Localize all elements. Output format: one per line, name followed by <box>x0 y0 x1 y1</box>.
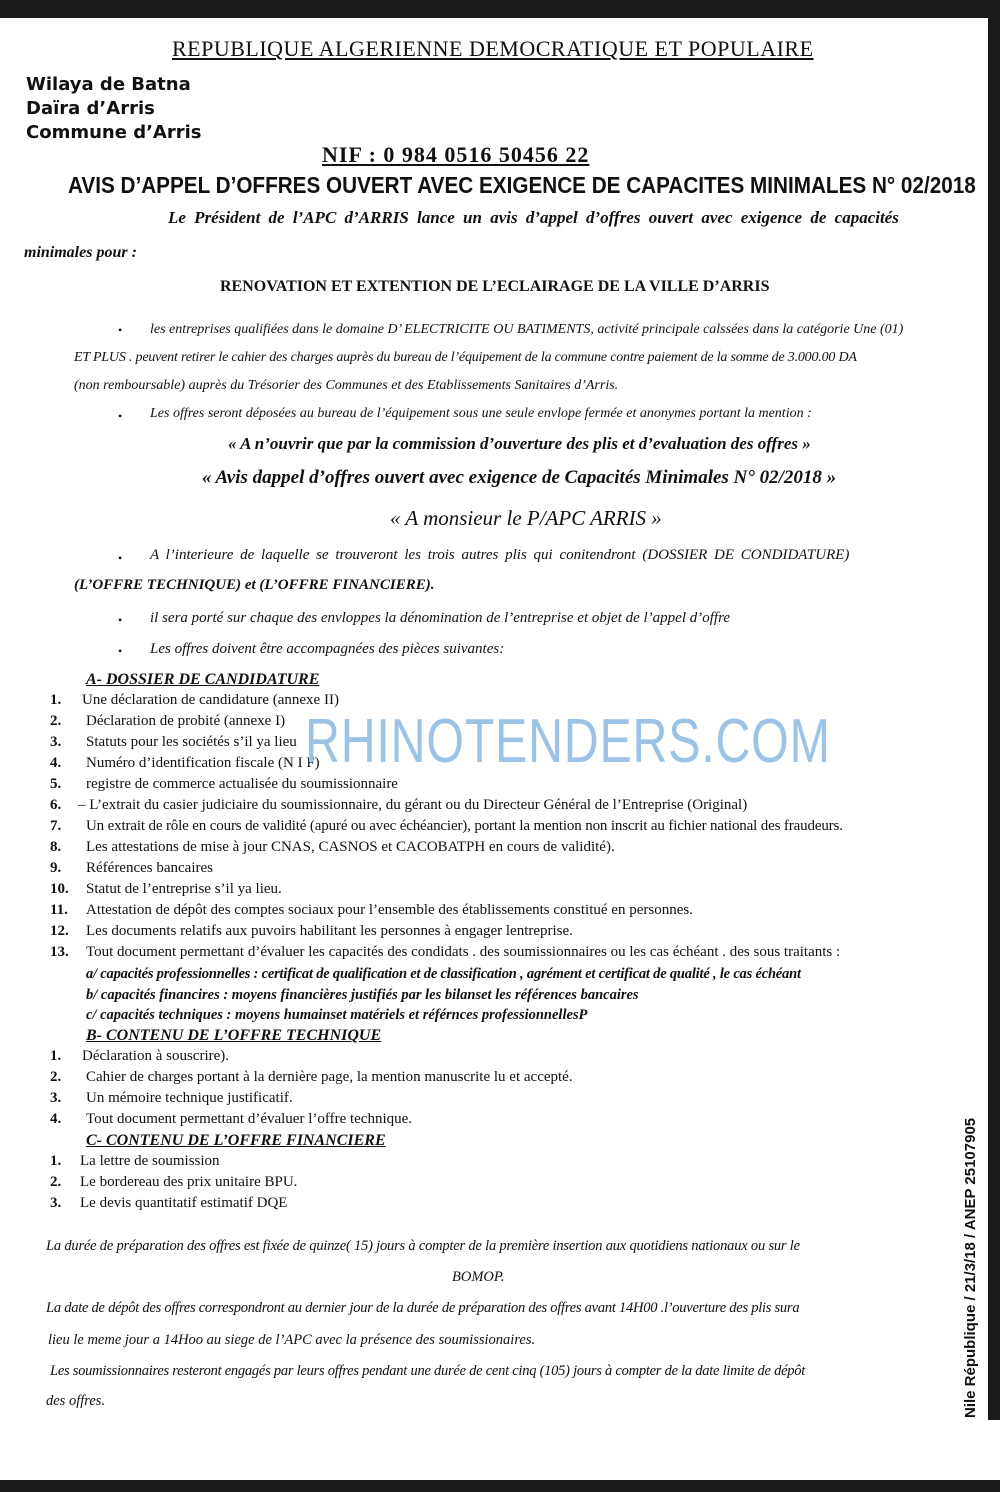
item-number: 2. <box>50 713 62 729</box>
bullet: • <box>118 551 123 565</box>
list-item: Un mémoire technique justificatif. <box>86 1090 293 1106</box>
commune-label: Commune d’Arris <box>26 122 202 143</box>
list-item: Déclaration à souscrire). <box>82 1048 230 1064</box>
footer-deposit-line-1: La date de dépôt des offres correspondront au dernier jour de la durée de préparation des offres avant 14H00 .l’ouverture des plis sura <box>46 1300 800 1316</box>
item-number: 4. <box>50 755 62 771</box>
list-item: Attestation de dépôt des comptes sociaux pour l’ensemble des établissements constitué en personnes. <box>86 902 693 918</box>
bullet: • <box>118 644 123 658</box>
intro-line-1: Le Président de l’APC d’ARRIS lance un avis d’appel d’offres ouvert avec exigence de capacités <box>168 208 899 227</box>
item-number: 1. <box>50 1048 62 1064</box>
list-item: registre de commerce actualisée du soumissionnaire <box>86 776 398 792</box>
list-item: Statut de l’entreprise s’il ya lieu. <box>86 881 282 897</box>
list-item: Le devis quantitatif estimatif DQE <box>80 1195 288 1211</box>
section-a-heading: A- DOSSIER DE CANDIDATURE <box>86 671 320 688</box>
bullet: • <box>118 323 123 337</box>
item-number: 7. <box>50 818 62 834</box>
paragraph-1-line-1: les entreprises qualifiées dans le domaine D’ ELECTRICITE OU BATIMENTS, activité principale calssées dans la catégorie Une (01) <box>150 322 904 337</box>
item-number: 1. <box>50 692 62 708</box>
item-number: 3. <box>50 1090 62 1106</box>
item-number: 10. <box>50 881 69 897</box>
bullet: • <box>118 613 123 627</box>
item-number: 8. <box>50 839 62 855</box>
paragraph-3-line-2: (L’OFFRE TECHNIQUE) et (L’OFFRE FINANCIERE). <box>74 577 435 593</box>
notice-title: AVIS D’APPEL D’OFFRES OUVERT AVEC EXIGENCE DE CAPACITES MINIMALES N° 02/2018 <box>68 172 976 198</box>
capacity-c: c/ capacités techniques : moyens humainset matériels et référnces professionnellesP <box>86 1007 588 1023</box>
list-item: – L’extrait du casier judiciaire du soumissionnaire, du gérant ou du Directeur Général de l’Entreprise (Original) <box>78 797 748 813</box>
footer-duration-line-2: BOMOP. <box>452 1269 505 1285</box>
list-item: Un extrait de rôle en cours de validité (apuré ou avec échéancier), portant la mention non inscrit au fichier national des fraudeurs. <box>86 818 843 834</box>
item-number: 3. <box>50 1195 62 1211</box>
list-item: La lettre de soumission <box>80 1153 220 1169</box>
list-item: Les attestations de mise à jour CNAS, CASNOS et CACOBATPH en cours de validité). <box>86 839 615 855</box>
bottom-border <box>0 1480 1000 1492</box>
item-number: 12. <box>50 923 69 939</box>
item-number: 11. <box>50 902 68 918</box>
footer-validity-line-2: des offres. <box>46 1393 106 1409</box>
list-item: Statuts pour les sociétés s’il ya lieu <box>86 734 297 750</box>
item-number: 6. <box>50 797 62 813</box>
paragraph-2: Les offres seront déposées au bureau de l’équipement sous une seule envlope fermée et anonymes portant la mention : <box>150 406 812 421</box>
item-number: 9. <box>50 860 62 876</box>
item-number: 13. <box>50 944 69 960</box>
item-number: 3. <box>50 734 62 750</box>
wilaya-label: Wilaya de Batna <box>26 74 191 95</box>
watermark: RHINOTENDERS.COM <box>305 707 831 776</box>
paragraph-3-line-1: A l’interieure de laquelle se trouveront les trois autres plis qui conitendront (DOSSIER DE CONDIDATURE) <box>150 547 850 563</box>
daira-label: Daïra d’Arris <box>26 98 155 119</box>
paragraph-1-line-2: ET PLUS . peuvent retirer le cahier des charges auprès du bureau de l’équipement de la commune contre paiement de la somme de 3.000.00 DA <box>74 350 857 365</box>
mention-line-3: « A monsieur le P/APC ARRIS » <box>390 506 662 530</box>
capacity-a: a/ capacités professionnelles : certificat de qualification et de classification , agrément et certificat de qualité , le cas échéant <box>86 966 801 982</box>
item-number: 2. <box>50 1174 62 1190</box>
item-number: 4. <box>50 1111 62 1127</box>
nif-number: NIF : 0 984 0516 50456 22 <box>322 142 590 167</box>
item-number: 5. <box>50 776 62 792</box>
footer-duration-line-1: La durée de préparation des offres est fixée de quinze( 15) jours à compter de la première insertion aux quotidiens nationaux ou sur le <box>46 1238 800 1254</box>
list-item: Les documents relatifs aux puvoirs habilitant les personnes à engager lentreprise. <box>86 923 573 939</box>
paragraph-1-line-3: (non remboursable) auprès du Trésorier des Communes et des Etablissements Sanitaires d’Arris. <box>74 378 619 393</box>
list-item: Références bancaires <box>86 860 214 876</box>
republic-heading: REPUBLIQUE ALGERIENNE DEMOCRATIQUE ET POPULAIRE <box>172 36 814 61</box>
capacity-b: b/ capacités financires : moyens financières justifiés par les bilanset les références bancaires <box>86 987 639 1003</box>
item-number: 2. <box>50 1069 62 1085</box>
section-b-heading: B- CONTENU DE L’OFFRE TECHNIQUE <box>86 1027 382 1044</box>
list-item: Numéro d’identification fiscale (N I F) <box>86 755 320 771</box>
mention-line-2: « Avis dappel d’offres ouvert avec exigence de Capacités Minimales N° 02/2018 » <box>202 467 837 488</box>
intro-line-2: minimales pour : <box>24 244 137 261</box>
bullet: • <box>118 409 123 423</box>
right-border <box>988 0 1000 1420</box>
project-title: RENOVATION ET EXTENTION DE L’ECLAIRAGE DE LA VILLE D’ARRIS <box>220 278 770 295</box>
list-item: Tout document permettant d’évaluer l’offre technique. <box>86 1111 413 1127</box>
top-border <box>0 0 988 18</box>
footer-deposit-line-2: lieu le meme jour a 14Hoo au siege de l’APC avec la présence des soumissionaires. <box>48 1332 536 1348</box>
footer-validity-line-1: Les soumissionnaires resteront engagés par leurs offres pendant une durée de cent cinq (105) jours à compter de la date limite de dépôt <box>50 1363 806 1379</box>
list-item: Le bordereau des prix unitaire BPU. <box>80 1174 298 1190</box>
paragraph-5: Les offres doivent être accompagnées des pièces suivantes: <box>150 641 505 657</box>
item-number: 1. <box>50 1153 62 1169</box>
list-item: Déclaration de probité (annexe I) <box>86 713 286 729</box>
list-item: Une déclaration de candidature (annexe II) <box>82 692 339 708</box>
section-c-heading: C- CONTENU DE L’OFFRE FINANCIERE <box>86 1132 386 1149</box>
publication-stamp: Nile République / 21/3/18 / ANEP 25107905 <box>962 1117 979 1418</box>
mention-line-1: « A n’ouvrir que par la commission d’ouverture des plis et d’evaluation des offres » <box>228 434 811 453</box>
paragraph-4: il sera porté sur chaque des envloppes la dénomination de l’entreprise et objet de l’appel d’offre <box>150 610 731 626</box>
list-item: Tout document permettant d’évaluer les capacités des condidats . des soumissionnaires ou les cas échéant . des sous traitants : <box>86 944 841 960</box>
list-item: Cahier de charges portant à la dernière page, la mention manuscrite lu et accepté. <box>86 1069 573 1085</box>
